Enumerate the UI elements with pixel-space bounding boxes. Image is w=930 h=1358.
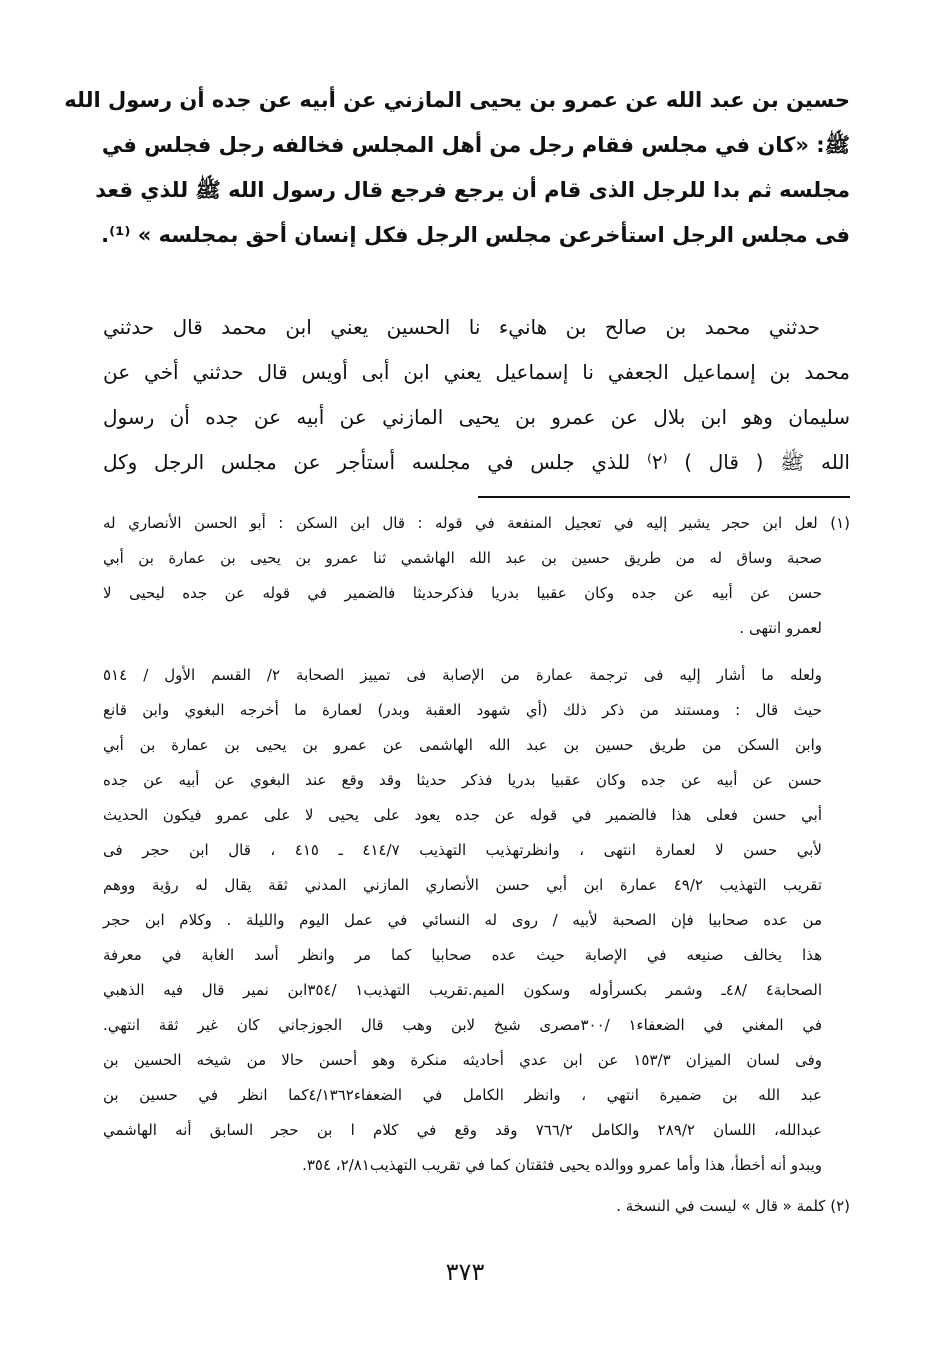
text-line: الله ﷺ ( قال ) ⁽٢⁾ للذي جلس في مجلسه أستأجر عن مجلس الرجل وكل [103, 450, 850, 474]
footnote-line: تقريب التهذيب ٤٩/٢ عمارة ابن أبي حسن الأنصاري المازني المدني ثقة يقال له رؤية ووهم [103, 876, 823, 894]
footnote-line: أبي حسن فعلى هذا فالضمير في قوله عن جده يعود على يحيى لا على عمرو فيكون الحديث [103, 806, 822, 824]
footnote-separator [478, 496, 850, 498]
footnote-line: وفى لسان الميزان ١٥٣/٣ عن ابن عدي أحاديثه منكرة وهو أحسن حالا من شيخه الحسين بن [103, 1051, 822, 1069]
footnote-line: صحبة وساق له من طريق حسين بن عبد الله الهاشمي ثنا عمرو بن يحيى بن عمارة بن أبي [103, 549, 822, 567]
footnote-line: عبدالله، اللسان ٢٨٩/٢ والكامل ٧٦٦/٢ وقد وقع في كلام ا بن حجر السابق أنه الهاشمي [103, 1121, 822, 1139]
footnote-line: حسن عن أبيه عن جده وكان عقبيا بدريا فذكر حديثا وقد وقع عند البغوي عن أبيه عن جده [103, 771, 822, 789]
footnote-line: في المغني في الضعفاء١ /٣٠٠مصرى شيخ لابن وهب قال الجوزجاني كان غير ثقة انتهي. [103, 1016, 822, 1034]
text-line: حدثني محمد بن صالح بن هانيء نا الحسين يعني ابن محمد قال حدثني [103, 315, 820, 339]
hadith-paragraph-bold [64, 78, 850, 258]
footnotes [103, 506, 850, 1224]
page-number: ٣٧٣ [445, 1258, 485, 1286]
text-line: حسين بن عبد الله عن عمرو بن يحيى المازني عن أبيه عن جده أن رسول الله [64, 88, 850, 112]
footnote-line: ولعله ما أشار إليه فى ترجمة عمارة من الإصابة فى تمييز الصحابة ٢/ القسم الأول / ٥١٤ [103, 666, 822, 684]
text-line: محمد بن إسماعيل الجعفي نا إسماعيل يعني ابن أبى أويس قال حدثني أخي عن [103, 360, 850, 384]
text-line: سليمان وهو ابن بلال عن عمرو بن يحيى المازني عن أبيه عن جده أن رسول [103, 405, 850, 429]
text-line: ﷺ: «كان في مجلس فقام رجل من أهل المجلس فخالفه رجل فجلس في [101, 133, 850, 157]
footnote-line: وابن السكن من طريق حسين بن عبد الله الهاشمى عن عمرو بن يحيى بن عمارة بن أبي [103, 736, 822, 754]
footnote-line: من عده صحابيا فإن الصحبة لأبيه / روى له النسائي في عمل اليوم والليلة . وكلام ابن حجر [103, 911, 822, 929]
isnad-paragraph [103, 305, 850, 485]
text-line: مجلسه ثم بدا للرجل الذى قام أن يرجع فرجع قال رسول الله ﷺ للذي قعد [95, 178, 850, 202]
footnote-line: حيث قال : ومستند من ذكر ذلك (أي شهود العقبة وبدر) لعمارة ما أخرجه البغوي وابن قانع [103, 701, 822, 719]
footnote-2: (٢) كلمة « قال » ليست في النسخة . [616, 1197, 850, 1215]
footnote-line: لعمرو انتهى . [739, 619, 822, 637]
footnote-line: ويبدو أنه أخطأ، هذا وأما عمرو ووالده يحيى فثقتان كما في تقريب التهذيب٢/٨١، ٣٥٤. [302, 1156, 822, 1174]
text-line: فى مجلس الرجل استأخرعن مجلس الرجل فكل إنسان أحق بمجلسه » ⁽¹⁾. [101, 223, 850, 247]
footnote-line: حسن عن أبيه عن جده وكان عقبيا بدريا فذكرحديثا فالضمير في قوله عن جده ليحيى لا [103, 584, 822, 602]
footnote-line: الصحابة٤ /٤٨ـ وشمر بكسرأوله وسكون الميم.تقريب التهذيب١ /٣٥٤ابن نمير قال فيه الذهبي [103, 981, 822, 999]
footnote-line: (١) لعل ابن حجر يشير إليه في تعجيل المنفعة في قوله : قال ابن السكن : أبو الحسن الأنصاري له [103, 514, 850, 532]
footnote-line: عبد الله بن ضميرة انتهي ، وانظر الكامل في الضعفاء٤/١٣٦٢كما انظر في حسين بن [103, 1086, 822, 1104]
footnote-line: هذا يخالف صنيعه في الإصابة حيث عده صحابيا كما مر وانظر أسد الغابة في معرفة [103, 946, 822, 964]
footnote-line: لأبي حسن لا لعمارة انتهى ، وانظرتهذيب التهذيب ٤١٤/٧ ـ ٤١٥ ، قال ابن حجر فى [103, 841, 822, 859]
